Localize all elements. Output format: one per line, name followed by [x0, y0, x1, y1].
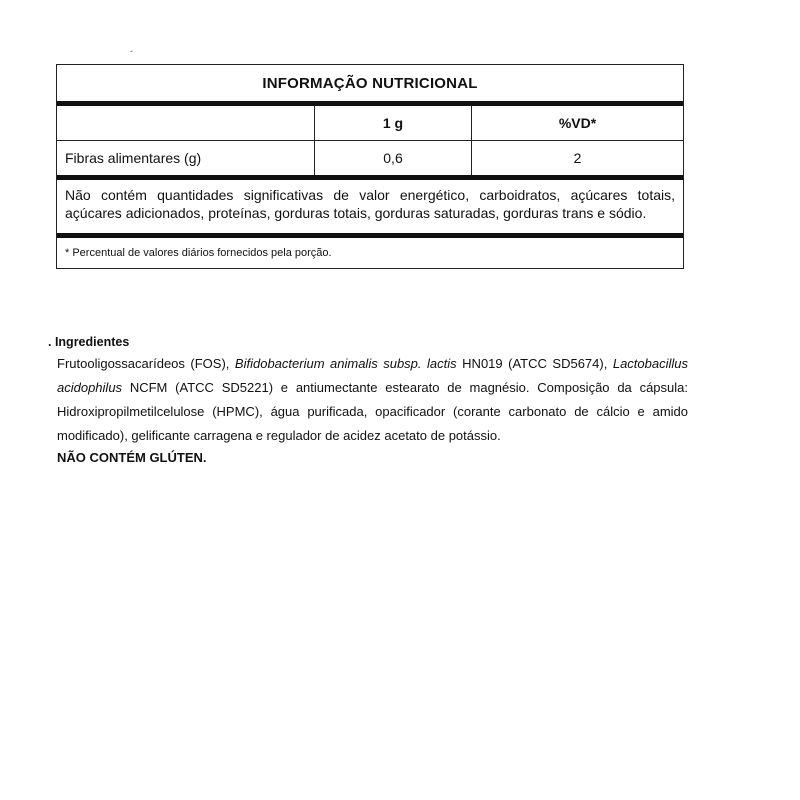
nutrient-dv-cell: 2 — [573, 150, 582, 166]
ingredients-text — [48, 352, 688, 448]
nutrition-table — [56, 64, 684, 269]
table-footnote: * Percentual de valores diários fornecidos pela porção. — [65, 247, 332, 259]
gluten-warning: NÃO CONTÉM GLÚTEN. — [57, 450, 207, 465]
ingredients-species-2: Lactobacillus acidophilus — [57, 356, 688, 395]
stray-mark: - — [130, 46, 133, 56]
table-row — [57, 141, 683, 180]
nutrient-amount-cell: 0,6 — [315, 141, 472, 175]
ingredients-text-part-2: HN019 (ATCC SD5674), — [456, 356, 613, 371]
ingredients-heading: . Ingredientes — [48, 335, 130, 349]
header-blank-cell — [57, 106, 315, 140]
ingredients-text-part-1: Frutooligossacarídeos (FOS), — [57, 356, 235, 371]
insignificant-nutrients-note: Não contém quantidades significativas de valor energético, carboidratos, açúcares totais, açúcares adicionados, proteínas, gorduras totais, gorduras saturadas, gorduras trans e sódio. — [57, 180, 683, 238]
nutrient-name-cell: Fibras alimentares (g) — [57, 141, 315, 175]
table-title: INFORMAÇÃO NUTRICIONAL — [57, 65, 683, 106]
header-dv-cell: %VD* — [558, 115, 597, 131]
ingredients-species-1: Bifidobacterium animalis subsp. lactis — [234, 356, 457, 371]
ingredients-text-part-3: NCFM (ATCC SD5221) e antiumectante estearato de magnésio. Composição da cápsula: Hidroxipropilmetilcelulose (HPMC), água purificada, opacificador (corante carbonato de cálcio e amido modificado), gelificante carragena e regulador de acidez acetato de potássio. — [57, 380, 688, 443]
table-header-row — [57, 106, 683, 141]
ingredients-section — [48, 334, 688, 468]
header-serving-cell: 1 g — [315, 106, 472, 140]
